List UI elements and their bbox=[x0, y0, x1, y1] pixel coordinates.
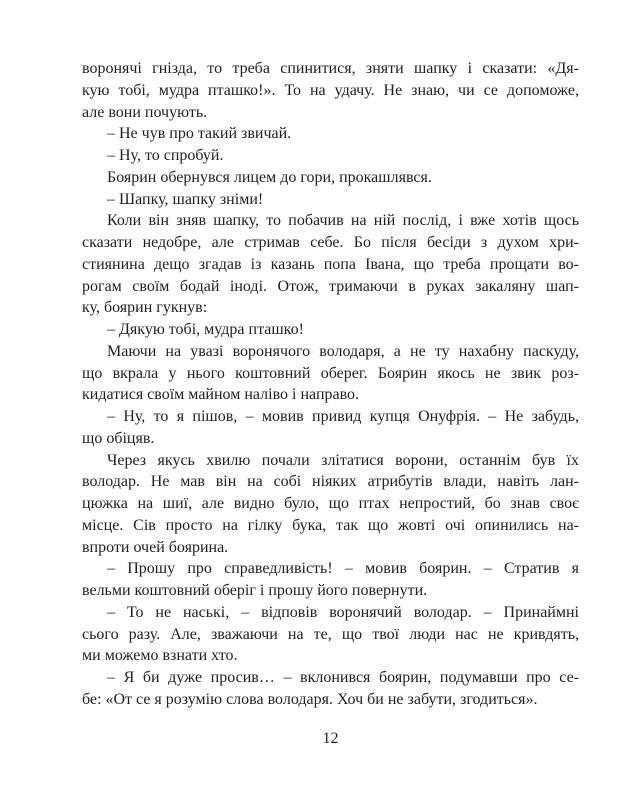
text-line: Через якусь хвилю почали злітатися ворони, останнім був їх bbox=[107, 451, 579, 469]
text-line: стиянина дещо згадав із казань попа Івана, що треба прощати во- bbox=[82, 255, 579, 273]
text-line: володар. Не мав він на собі ніяких атрибутів влади, навіть лан- bbox=[82, 473, 579, 491]
text-line: ми можемо взнати хто. bbox=[82, 647, 238, 665]
text-line: що вкрала у нього коштовний оберег. Боярин якось не звик роз- bbox=[82, 364, 579, 382]
page-text bbox=[82, 58, 579, 711]
text-line: впроти очей боярина. bbox=[82, 538, 229, 556]
text-line: – Ну, то я пішов, – мовив привид купця Онуфрія. – Не забудь, bbox=[107, 408, 579, 425]
text-line: кидатися своїм майном наліво і направо. bbox=[82, 386, 360, 404]
text-line: що обіцяв. bbox=[82, 429, 155, 447]
text-line: – Ну, то спробуй. bbox=[107, 147, 224, 164]
text-line: бе: «От се я розумію слова володаря. Хоч би не забути, згодиться». bbox=[82, 690, 538, 708]
text-line: кую тобі, мудра пташко!». То на удачу. Не знаю, чи се допоможе, bbox=[82, 81, 579, 99]
text-line: сказати недобре, але стримав себе. Бо після бесіди з духом хри- bbox=[82, 234, 579, 251]
text-line: вельми коштовний оберіг і прошу його повернути. bbox=[82, 582, 428, 599]
text-line: сього разу. Але, зважаючи на те, що твої люди нас не кривдять, bbox=[82, 625, 579, 643]
text-line: рогам своїм бодай іноді. Отож, тримаючи в руках закаляну шап- bbox=[82, 277, 579, 295]
text-line: – То не наські, – відповів воронячий володар. – Принаймні bbox=[107, 603, 579, 621]
text-line: – Я би дуже просив… – вклонився боярин, подумавши про се- bbox=[107, 669, 579, 686]
text-line: Боярин обернувся лицем до гори, прокашлявся. bbox=[107, 168, 432, 186]
text-line: ку, боярин гукнув: bbox=[82, 299, 208, 317]
text-line: Маючи на увазі воронячого володаря, а не ту нахабну паскуду, bbox=[107, 342, 579, 360]
text-line: цюжка на шиї, але видно було, що птах непростий, бо знав своє bbox=[82, 495, 579, 512]
text-line: воронячі гнізда, то треба спинитися, зняти шапку і сказати: «Дя- bbox=[82, 60, 579, 77]
page-number: 12 bbox=[322, 730, 339, 747]
text-line: але вони почують. bbox=[82, 103, 208, 121]
text-line: – Дякую тобі, мудра пташко! bbox=[107, 321, 304, 338]
text-line: – Не чув про такий звичай. bbox=[107, 125, 292, 143]
text-line: Коли він зняв шапку, то побачив на ній послід, і вже хотів щось bbox=[107, 212, 579, 230]
text-line: – Прошу про справедливість! – мовив боярин. – Стратив я bbox=[107, 560, 579, 578]
text-line: місце. Сів просто на гілку бука, так що жовті очі опинились на- bbox=[82, 516, 579, 534]
text-line: – Шапку, шапку зніми! bbox=[107, 190, 264, 208]
